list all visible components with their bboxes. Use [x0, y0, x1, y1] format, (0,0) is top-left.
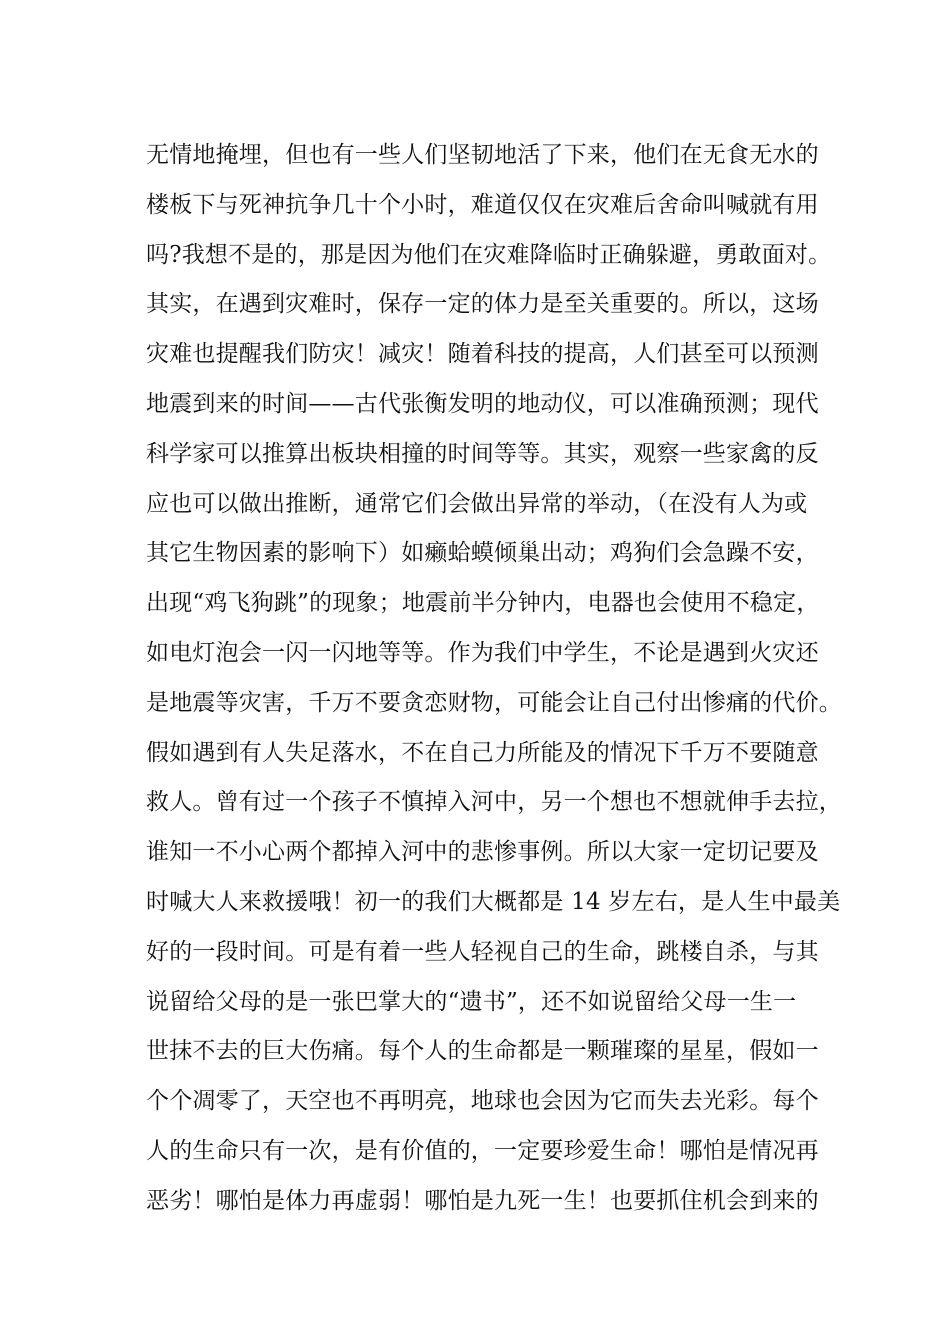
text-line: 地震到来的时间——古代张衡发明的地动仪，可以准确预测；现代 [146, 390, 819, 417]
text-line: 灾难也提醒我们防灾！减灾！随着科技的提高，人们甚至可以预测 [146, 341, 819, 368]
text-line: 是地震等灾害，千万不要贪恋财物，可能会让自己付出惨痛的代价。 [146, 689, 842, 716]
text-line: 救人。曾有过一个孩子不慎掉入河中，另一个想也不想就伸手去拉， [146, 789, 842, 816]
text-line: 个个凋零了，天空也不再明亮，地球也会因为它而失去光彩。每个 [146, 1088, 819, 1115]
text-line: 时喊大人来救援哦！初一的我们大概都是 14 岁左右，是人生中最美 [146, 888, 841, 915]
text-line: 说留给父母的是一张巴掌大的“遗书”，还不如说留给父母一生一 [146, 988, 797, 1015]
text-line: 应也可以做出推断，通常它们会做出异常的举动，（在没有人为或 [146, 490, 808, 517]
text-line: 人的生命只有一次，是有价值的，一定要珍爱生命！哪怕是情况再 [146, 1137, 819, 1164]
text-line: 出现“鸡飞狗跳”的现象；地震前半分钟内，电器也会使用不稳定， [146, 590, 820, 617]
text-line: 楼板下与死神抗争几十个小时，难道仅仅在灾难后舍命叫喊就有用 [146, 191, 819, 218]
text-line: 无情地掩埋，但也有一些人们坚韧地活了下来，他们在无食无水的 [146, 142, 819, 168]
text-line: 谁知一不小心两个都掉入河中的悲惨事例。所以大家一定切记要及 [146, 839, 819, 866]
text-line: 假如遇到有人失足落水，不在自己力所能及的情况下千万不要随意 [146, 739, 819, 766]
text-line: 其它生物因素的影响下）如癞蛤蟆倾巢出动；鸡狗们会急躁不安， [146, 540, 819, 567]
text-line: 恶劣！哪怕是体力再虚弱！哪怕是九死一生！也要抓住机会到来的 [146, 1187, 819, 1214]
text-line: 好的一段时间。可是有着一些人轻视自己的生命，跳楼自杀，与其 [146, 938, 819, 965]
text-line: 科学家可以推算出板块相撞的时间等等。其实，观察一些家禽的反 [146, 440, 819, 467]
text-line: 如电灯泡会一闪一闪地等等。作为我们中学生，不论是遇到火灾还 [146, 639, 819, 666]
body-text [146, 131, 842, 1227]
text-line: 世抹不去的巨大伤痛。每个人的生命都是一颗璀璨的星星，假如一 [146, 1038, 819, 1065]
text-line: 其实，在遇到灾难时，保存一定的体力是至关重要的。所以，这场 [146, 291, 819, 318]
text-line: 吗?我想不是的，那是因为他们在灾难降临时正确躲避，勇敢面对。 [146, 241, 832, 268]
